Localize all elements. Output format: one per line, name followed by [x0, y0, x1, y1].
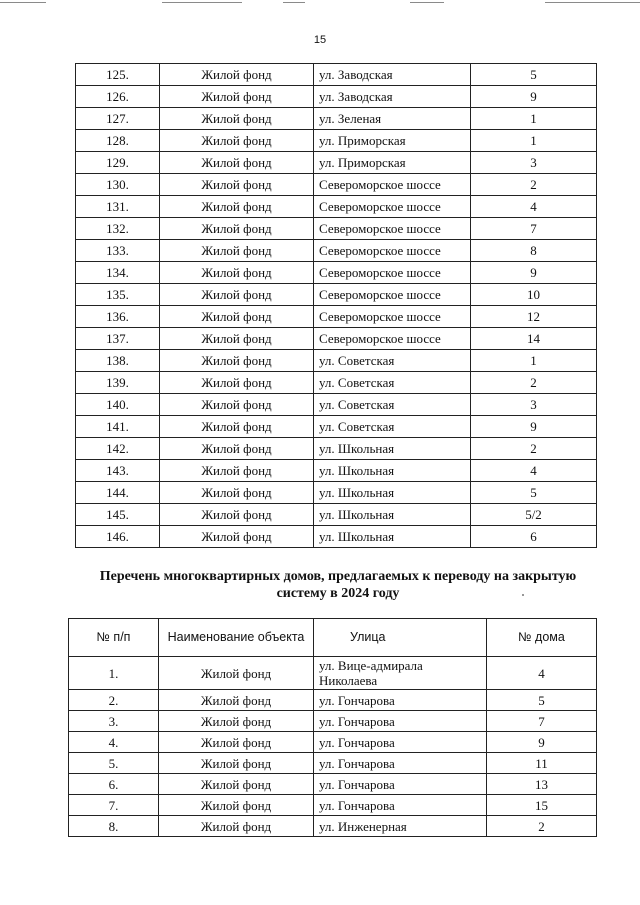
scan-speck: [522, 594, 524, 596]
object-type-cell: Жилой фонд: [160, 350, 314, 372]
street-cell: ул. Гончарова: [314, 753, 487, 774]
header-street: Улица: [314, 619, 487, 657]
street-cell: ул. Школьная: [314, 438, 471, 460]
table-row: [76, 130, 597, 152]
row-number-cell: 132.: [76, 218, 160, 240]
scan-artifact: [283, 2, 305, 3]
row-number-cell: 8.: [69, 816, 159, 837]
table-row: [76, 504, 597, 526]
street-cell: ул. Советская: [314, 350, 471, 372]
house-number-cell: 4: [487, 657, 597, 690]
street-cell: ул. Школьная: [314, 482, 471, 504]
section-heading-line-1: Перечень многоквартирных домов, предлагаемых к переводу на закрытую: [99, 569, 577, 584]
row-number-cell: 5.: [69, 753, 159, 774]
house-number-cell: 15: [487, 795, 597, 816]
object-type-cell: Жилой фонд: [160, 328, 314, 350]
row-number-cell: 143.: [76, 460, 160, 482]
object-type-cell: Жилой фонд: [160, 504, 314, 526]
buildings-table-continued: [75, 63, 597, 548]
row-number-cell: 128.: [76, 130, 160, 152]
object-type-cell: Жилой фонд: [160, 438, 314, 460]
table-row: [76, 86, 597, 108]
object-type-cell: Жилой фонд: [160, 240, 314, 262]
table-row: [76, 328, 597, 350]
object-type-cell: Жилой фонд: [159, 711, 314, 732]
street-cell: Североморское шоссе: [314, 262, 471, 284]
closed-system-table-body: [69, 657, 597, 837]
object-type-cell: Жилой фонд: [159, 753, 314, 774]
object-type-cell: Жилой фонд: [160, 86, 314, 108]
row-number-cell: 129.: [76, 152, 160, 174]
street-cell: ул. Заводская: [314, 86, 471, 108]
street-cell: ул. Советская: [314, 416, 471, 438]
street-cell: ул. Советская: [314, 394, 471, 416]
table-row: [76, 240, 597, 262]
table-header-row: [69, 619, 597, 657]
table-row: [76, 482, 597, 504]
table-row: [76, 262, 597, 284]
row-number-cell: 134.: [76, 262, 160, 284]
street-cell: ул. Приморская: [314, 130, 471, 152]
scan-artifact: [162, 2, 242, 3]
section-heading-line-2: систему в 2024 году: [276, 586, 400, 601]
object-type-cell: Жилой фонд: [159, 774, 314, 795]
street-cell: ул. Гончарова: [314, 690, 487, 711]
street-cell: ул. Школьная: [314, 526, 471, 548]
row-number-cell: 4.: [69, 732, 159, 753]
house-number-cell: 6: [471, 526, 597, 548]
street-cell: ул. Зеленая: [314, 108, 471, 130]
street-cell: Североморское шоссе: [314, 284, 471, 306]
scan-artifact: [410, 2, 444, 3]
street-cell: ул. Гончарова: [314, 774, 487, 795]
house-number-cell: 1: [471, 350, 597, 372]
street-cell: ул. Школьная: [314, 504, 471, 526]
house-number-cell: 4: [471, 196, 597, 218]
house-number-cell: 5: [471, 64, 597, 86]
street-cell: Североморское шоссе: [314, 196, 471, 218]
object-type-cell: Жилой фонд: [160, 482, 314, 504]
row-number-cell: 125.: [76, 64, 160, 86]
street-cell: Североморское шоссе: [314, 328, 471, 350]
header-num: № п/п: [69, 619, 159, 657]
object-type-cell: Жилой фонд: [159, 795, 314, 816]
house-number-cell: 5/2: [471, 504, 597, 526]
table-row: [76, 416, 597, 438]
object-type-cell: Жилой фонд: [160, 262, 314, 284]
house-number-cell: 9: [471, 416, 597, 438]
object-type-cell: Жилой фонд: [160, 218, 314, 240]
object-type-cell: Жилой фонд: [160, 108, 314, 130]
row-number-cell: 137.: [76, 328, 160, 350]
street-cell: ул. Заводская: [314, 64, 471, 86]
table-row: [69, 690, 597, 711]
table-row: [69, 774, 597, 795]
table-row: [76, 152, 597, 174]
table-row: [76, 174, 597, 196]
house-number-cell: 2: [471, 372, 597, 394]
street-cell: Североморское шоссе: [314, 306, 471, 328]
row-number-cell: 136.: [76, 306, 160, 328]
house-number-cell: 7: [471, 218, 597, 240]
house-number-cell: 5: [487, 690, 597, 711]
house-number-cell: 2: [471, 174, 597, 196]
house-number-cell: 9: [471, 262, 597, 284]
row-number-cell: 7.: [69, 795, 159, 816]
header-object-name: Наименование объекта: [159, 619, 314, 657]
street-cell: ул. Гончарова: [314, 711, 487, 732]
table-row: [76, 372, 597, 394]
row-number-cell: 133.: [76, 240, 160, 262]
table-row: [76, 394, 597, 416]
table-row: [76, 218, 597, 240]
scan-artifact: [545, 2, 640, 3]
object-type-cell: Жилой фонд: [160, 394, 314, 416]
table-row: [69, 816, 597, 837]
house-number-cell: 11: [487, 753, 597, 774]
object-type-cell: Жилой фонд: [159, 732, 314, 753]
buildings-table-body: [76, 64, 597, 548]
object-type-cell: Жилой фонд: [160, 460, 314, 482]
house-number-cell: 10: [471, 284, 597, 306]
row-number-cell: 6.: [69, 774, 159, 795]
object-type-cell: Жилой фонд: [160, 130, 314, 152]
table-row: [69, 753, 597, 774]
table-row: [69, 711, 597, 732]
street-cell: Североморское шоссе: [314, 240, 471, 262]
row-number-cell: 126.: [76, 86, 160, 108]
house-number-cell: 8: [471, 240, 597, 262]
row-number-cell: 140.: [76, 394, 160, 416]
scan-artifact: [0, 2, 46, 3]
house-number-cell: 4: [471, 460, 597, 482]
object-type-cell: Жилой фонд: [160, 174, 314, 196]
table-row: [76, 108, 597, 130]
street-cell: Североморское шоссе: [314, 174, 471, 196]
object-type-cell: Жилой фонд: [160, 526, 314, 548]
street-cell: ул. Гончарова: [314, 732, 487, 753]
table-row: [76, 526, 597, 548]
object-type-cell: Жилой фонд: [159, 657, 314, 690]
street-cell: ул. Приморская: [314, 152, 471, 174]
page-number: 15: [313, 34, 327, 46]
street-cell: Североморское шоссе: [314, 218, 471, 240]
table-row: [76, 460, 597, 482]
closed-system-buildings-table: [68, 618, 597, 837]
object-type-cell: Жилой фонд: [160, 64, 314, 86]
house-number-cell: 9: [471, 86, 597, 108]
object-type-cell: Жилой фонд: [159, 690, 314, 711]
table-row: [76, 438, 597, 460]
table-row: [76, 64, 597, 86]
house-number-cell: 9: [487, 732, 597, 753]
object-type-cell: Жилой фонд: [160, 416, 314, 438]
row-number-cell: 144.: [76, 482, 160, 504]
object-type-cell: Жилой фонд: [159, 816, 314, 837]
object-type-cell: Жилой фонд: [160, 284, 314, 306]
row-number-cell: 130.: [76, 174, 160, 196]
street-cell: ул. Советская: [314, 372, 471, 394]
house-number-cell: 1: [471, 130, 597, 152]
table-row: [76, 350, 597, 372]
house-number-cell: 1: [471, 108, 597, 130]
house-number-cell: 13: [487, 774, 597, 795]
header-house-number: № дома: [487, 619, 597, 657]
row-number-cell: 3.: [69, 711, 159, 732]
row-number-cell: 141.: [76, 416, 160, 438]
section-heading: [68, 568, 608, 602]
row-number-cell: 139.: [76, 372, 160, 394]
table-row: [76, 284, 597, 306]
street-cell: ул. Вице-адмирала Николаева: [314, 657, 487, 690]
table-row: [76, 196, 597, 218]
row-number-cell: 146.: [76, 526, 160, 548]
street-cell: ул. Гончарова: [314, 795, 487, 816]
row-number-cell: 138.: [76, 350, 160, 372]
table-row: [76, 306, 597, 328]
row-number-cell: 142.: [76, 438, 160, 460]
house-number-cell: 3: [471, 394, 597, 416]
street-cell: ул. Школьная: [314, 460, 471, 482]
object-type-cell: Жилой фонд: [160, 152, 314, 174]
house-number-cell: 12: [471, 306, 597, 328]
house-number-cell: 7: [487, 711, 597, 732]
object-type-cell: Жилой фонд: [160, 306, 314, 328]
street-cell: ул. Инженерная: [314, 816, 487, 837]
table-row: [69, 795, 597, 816]
row-number-cell: 127.: [76, 108, 160, 130]
house-number-cell: 2: [487, 816, 597, 837]
house-number-cell: 2: [471, 438, 597, 460]
house-number-cell: 14: [471, 328, 597, 350]
table-row: [69, 657, 597, 690]
object-type-cell: Жилой фонд: [160, 196, 314, 218]
object-type-cell: Жилой фонд: [160, 372, 314, 394]
row-number-cell: 131.: [76, 196, 160, 218]
row-number-cell: 1.: [69, 657, 159, 690]
table-row: [69, 732, 597, 753]
house-number-cell: 5: [471, 482, 597, 504]
row-number-cell: 2.: [69, 690, 159, 711]
row-number-cell: 145.: [76, 504, 160, 526]
house-number-cell: 3: [471, 152, 597, 174]
row-number-cell: 135.: [76, 284, 160, 306]
